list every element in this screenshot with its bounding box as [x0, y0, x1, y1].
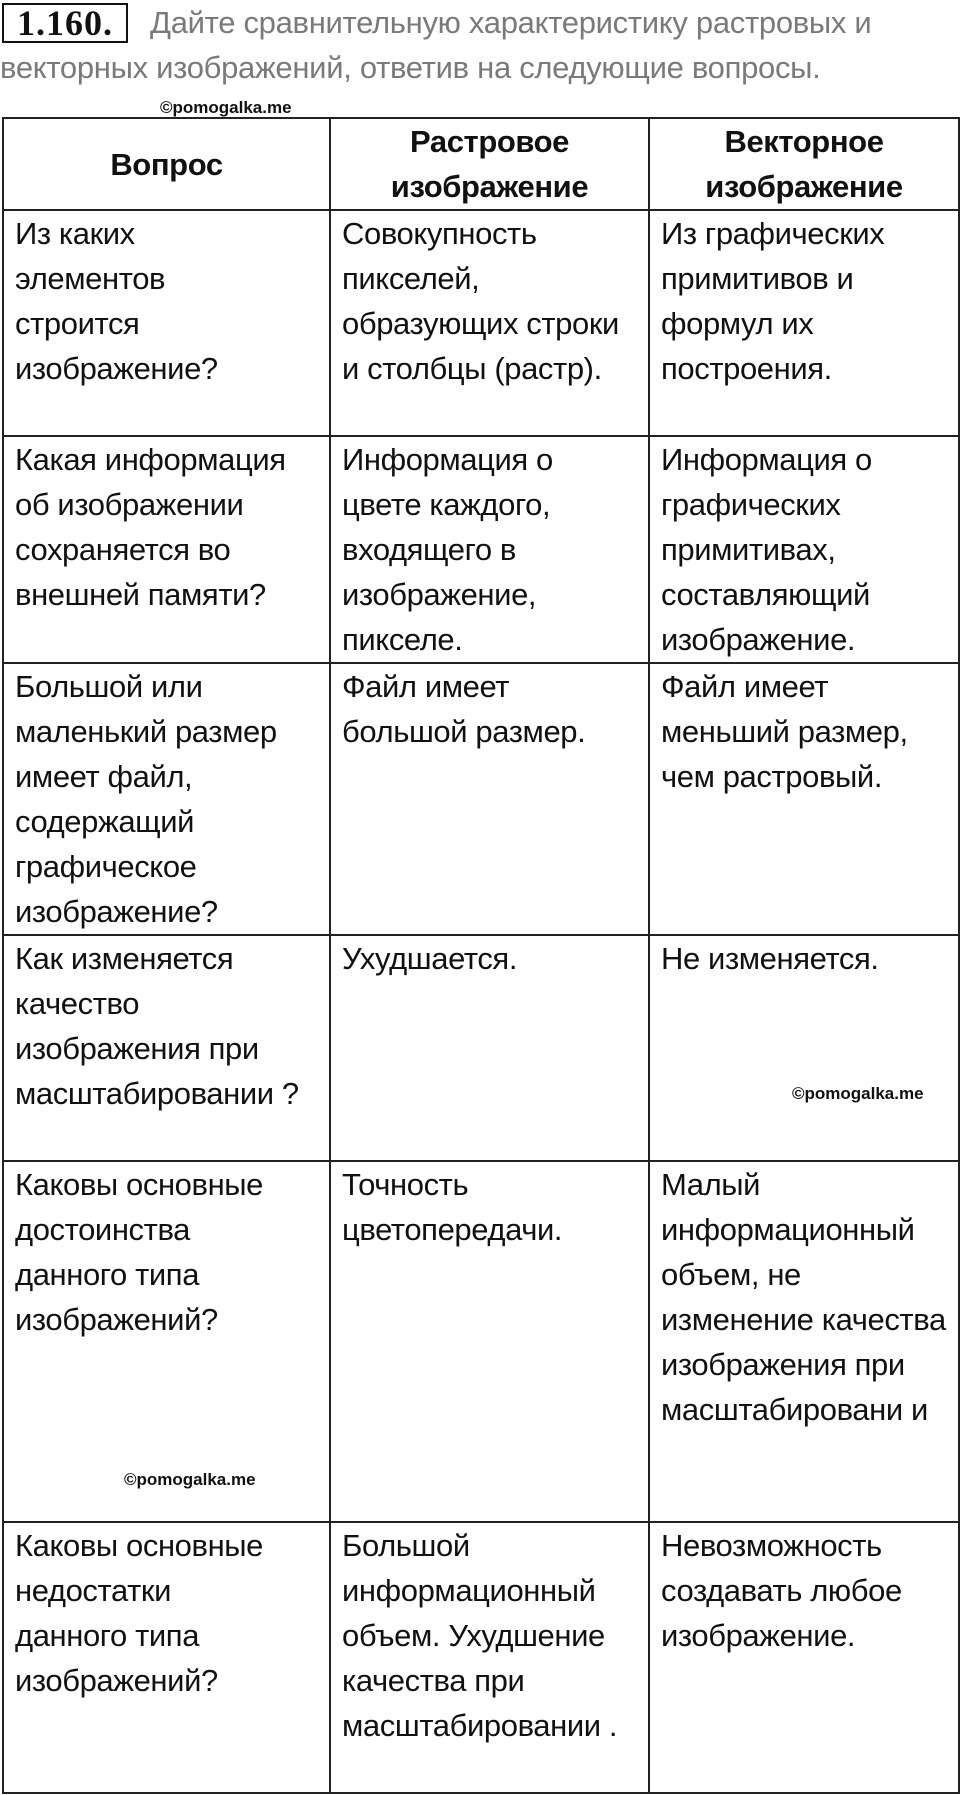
- table-row: [3, 210, 959, 436]
- header-raster: Растровое изображение: [330, 118, 649, 210]
- comparison-table: [2, 117, 960, 1523]
- table-row: [3, 1522, 959, 1793]
- header-question: Вопрос: [3, 118, 330, 210]
- cell-raster: Совокупность пикселей, образующих строки и столбцы (растр).: [330, 210, 649, 436]
- watermark: ©pomogalka.me: [160, 98, 292, 117]
- task-number-box: 1.160.: [2, 3, 128, 43]
- table-row: [3, 663, 959, 935]
- cell-vector: Файл имеет меньший размер, чем растровый.: [649, 663, 959, 935]
- cell-raster: Точность цветопередачи.: [330, 1161, 649, 1522]
- header-vector: Векторное изображение: [649, 118, 959, 210]
- cell-question: Большой или маленький размер имеет файл, содержащий графическое изображение?: [3, 663, 330, 935]
- watermark: ©pomogalka.me: [124, 1470, 256, 1489]
- cell-vector: Невозможность создавать любое изображение.: [649, 1522, 959, 1793]
- cell-vector: Малый информационный объем, не изменение качества изображения при масштабировани и: [649, 1161, 959, 1522]
- cell-question: Из каких элементов строится изображение?: [3, 210, 330, 436]
- cell-question: Каковы основные достоинства данного типа изображений?: [3, 1161, 330, 1522]
- cell-question: Какая информация об изображении сохраняется во внешней памяти?: [3, 436, 330, 663]
- cell-vector: Информация о графических примитивах, составляющий изображение.: [649, 436, 959, 663]
- comparison-table-continued: [2, 1521, 960, 1794]
- cell-question: Каковы основные недостатки данного типа изображений?: [3, 1522, 330, 1793]
- task-instruction: Дайте сравнительную характеристику растровых и векторных изображений, ответив на следующие вопросы.: [0, 5, 872, 85]
- cell-vector: Не изменяется.: [649, 935, 959, 1161]
- cell-raster: Ухудшается.: [330, 935, 649, 1161]
- watermark: ©pomogalka.me: [792, 1084, 924, 1103]
- cell-raster: Файл имеет большой размер.: [330, 663, 649, 935]
- table-header-row: [3, 118, 959, 210]
- table-row: [3, 1161, 959, 1522]
- table-row: [3, 935, 959, 1161]
- cell-question: Как изменяется качество изображения при масштабировании ?: [3, 935, 330, 1161]
- table-row: [3, 436, 959, 663]
- cell-raster: Большой информационный объем. Ухудшение качества при масштабировании .: [330, 1522, 649, 1793]
- cell-vector: Из графических примитивов и формул их построения.: [649, 210, 959, 436]
- cell-raster: Информация о цвете каждого, входящего в изображение, пикселе.: [330, 436, 649, 663]
